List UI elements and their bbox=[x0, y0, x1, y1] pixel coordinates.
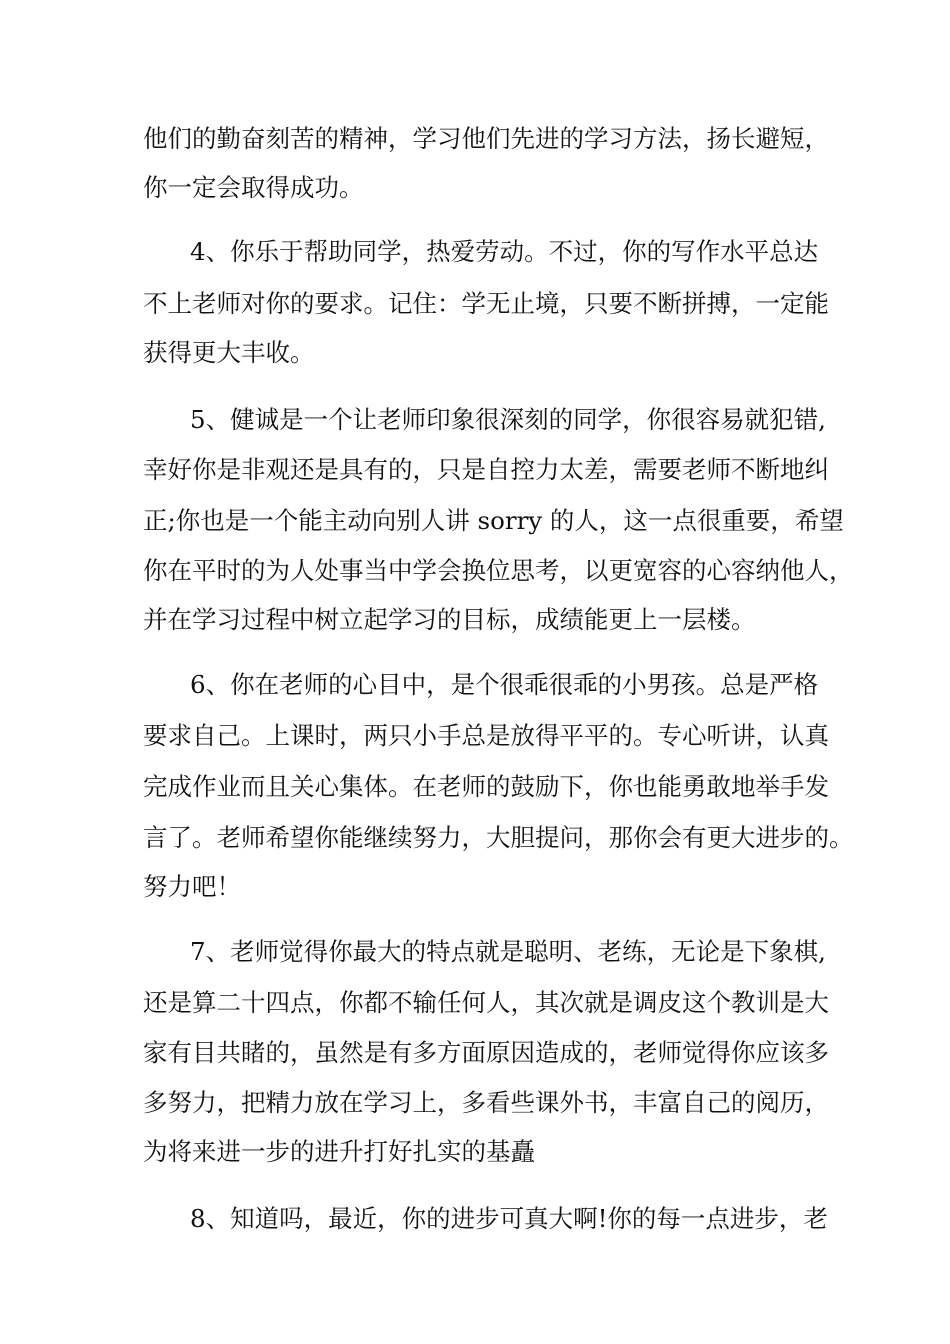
text-line: 还是算二十四点，你都不输任何人，其次就是调皮这个教训是大 bbox=[143, 988, 829, 1017]
text-line: 他们的勤奋刻苦的精神，学习他们先进的学习方法，扬长避短， bbox=[143, 124, 829, 153]
text-line: 努力吧！ bbox=[143, 872, 241, 901]
paragraph-8-first-line: 8、知道吗，最近，你的进步可真大啊!你的每一点进步，老 bbox=[190, 1204, 828, 1233]
text-line: 要求自己。上课时，两只小手总是放得平平的。专心听讲，认真 bbox=[143, 721, 829, 750]
paragraph-4-first-line: 4、你乐于帮助同学，热爱劳动。不过，你的写作水平总达 bbox=[190, 237, 819, 266]
text-line: 不上老师对你的要求。记住：学无止境，只要不断拼搏，一定能 bbox=[143, 289, 829, 318]
text-line: 正;你也是一个能主动向别人讲 sorry 的人，这一点很重要，希望 bbox=[143, 506, 844, 535]
text-line: 你一定会取得成功。 bbox=[143, 173, 364, 202]
text-line: 你在平时的为人处事当中学会换位思考，以更宽容的心容纳他人， bbox=[143, 556, 854, 585]
text-line: 为将来进一步的进升打好扎实的基矗 bbox=[143, 1137, 535, 1166]
text-line: 获得更大丰收。 bbox=[143, 338, 315, 367]
paragraph-7-first-line: 7、老师觉得你最大的特点就是聪明、老练，无论是下象棋, bbox=[190, 937, 826, 966]
text-line: 完成作业而且关心集体。在老师的鼓励下，你也能勇敢地举手发 bbox=[143, 772, 829, 801]
paragraph-6-first-line: 6、你在老师的心目中，是个很乖很乖的小男孩。总是严格 bbox=[190, 670, 819, 699]
text-line: 言了。老师希望你能继续努力，大胆提问，那你会有更大进步的。 bbox=[143, 823, 854, 852]
text-line: 并在学习过程中树立起学习的目标，成绩能更上一层楼。 bbox=[143, 605, 756, 634]
text-line: 家有目共睹的，虽然是有多方面原因造成的，老师觉得你应该多 bbox=[143, 1038, 829, 1067]
text-line: 幸好你是非观还是具有的，只是自控力太差，需要老师不断地纠 bbox=[143, 455, 829, 484]
text-line: 多努力，把精力放在学习上，多看些课外书，丰富自己的阅历， bbox=[143, 1088, 829, 1117]
paragraph-5-first-line: 5、健诚是一个让老师印象很深刻的同学，你很容易就犯错, bbox=[190, 405, 826, 434]
